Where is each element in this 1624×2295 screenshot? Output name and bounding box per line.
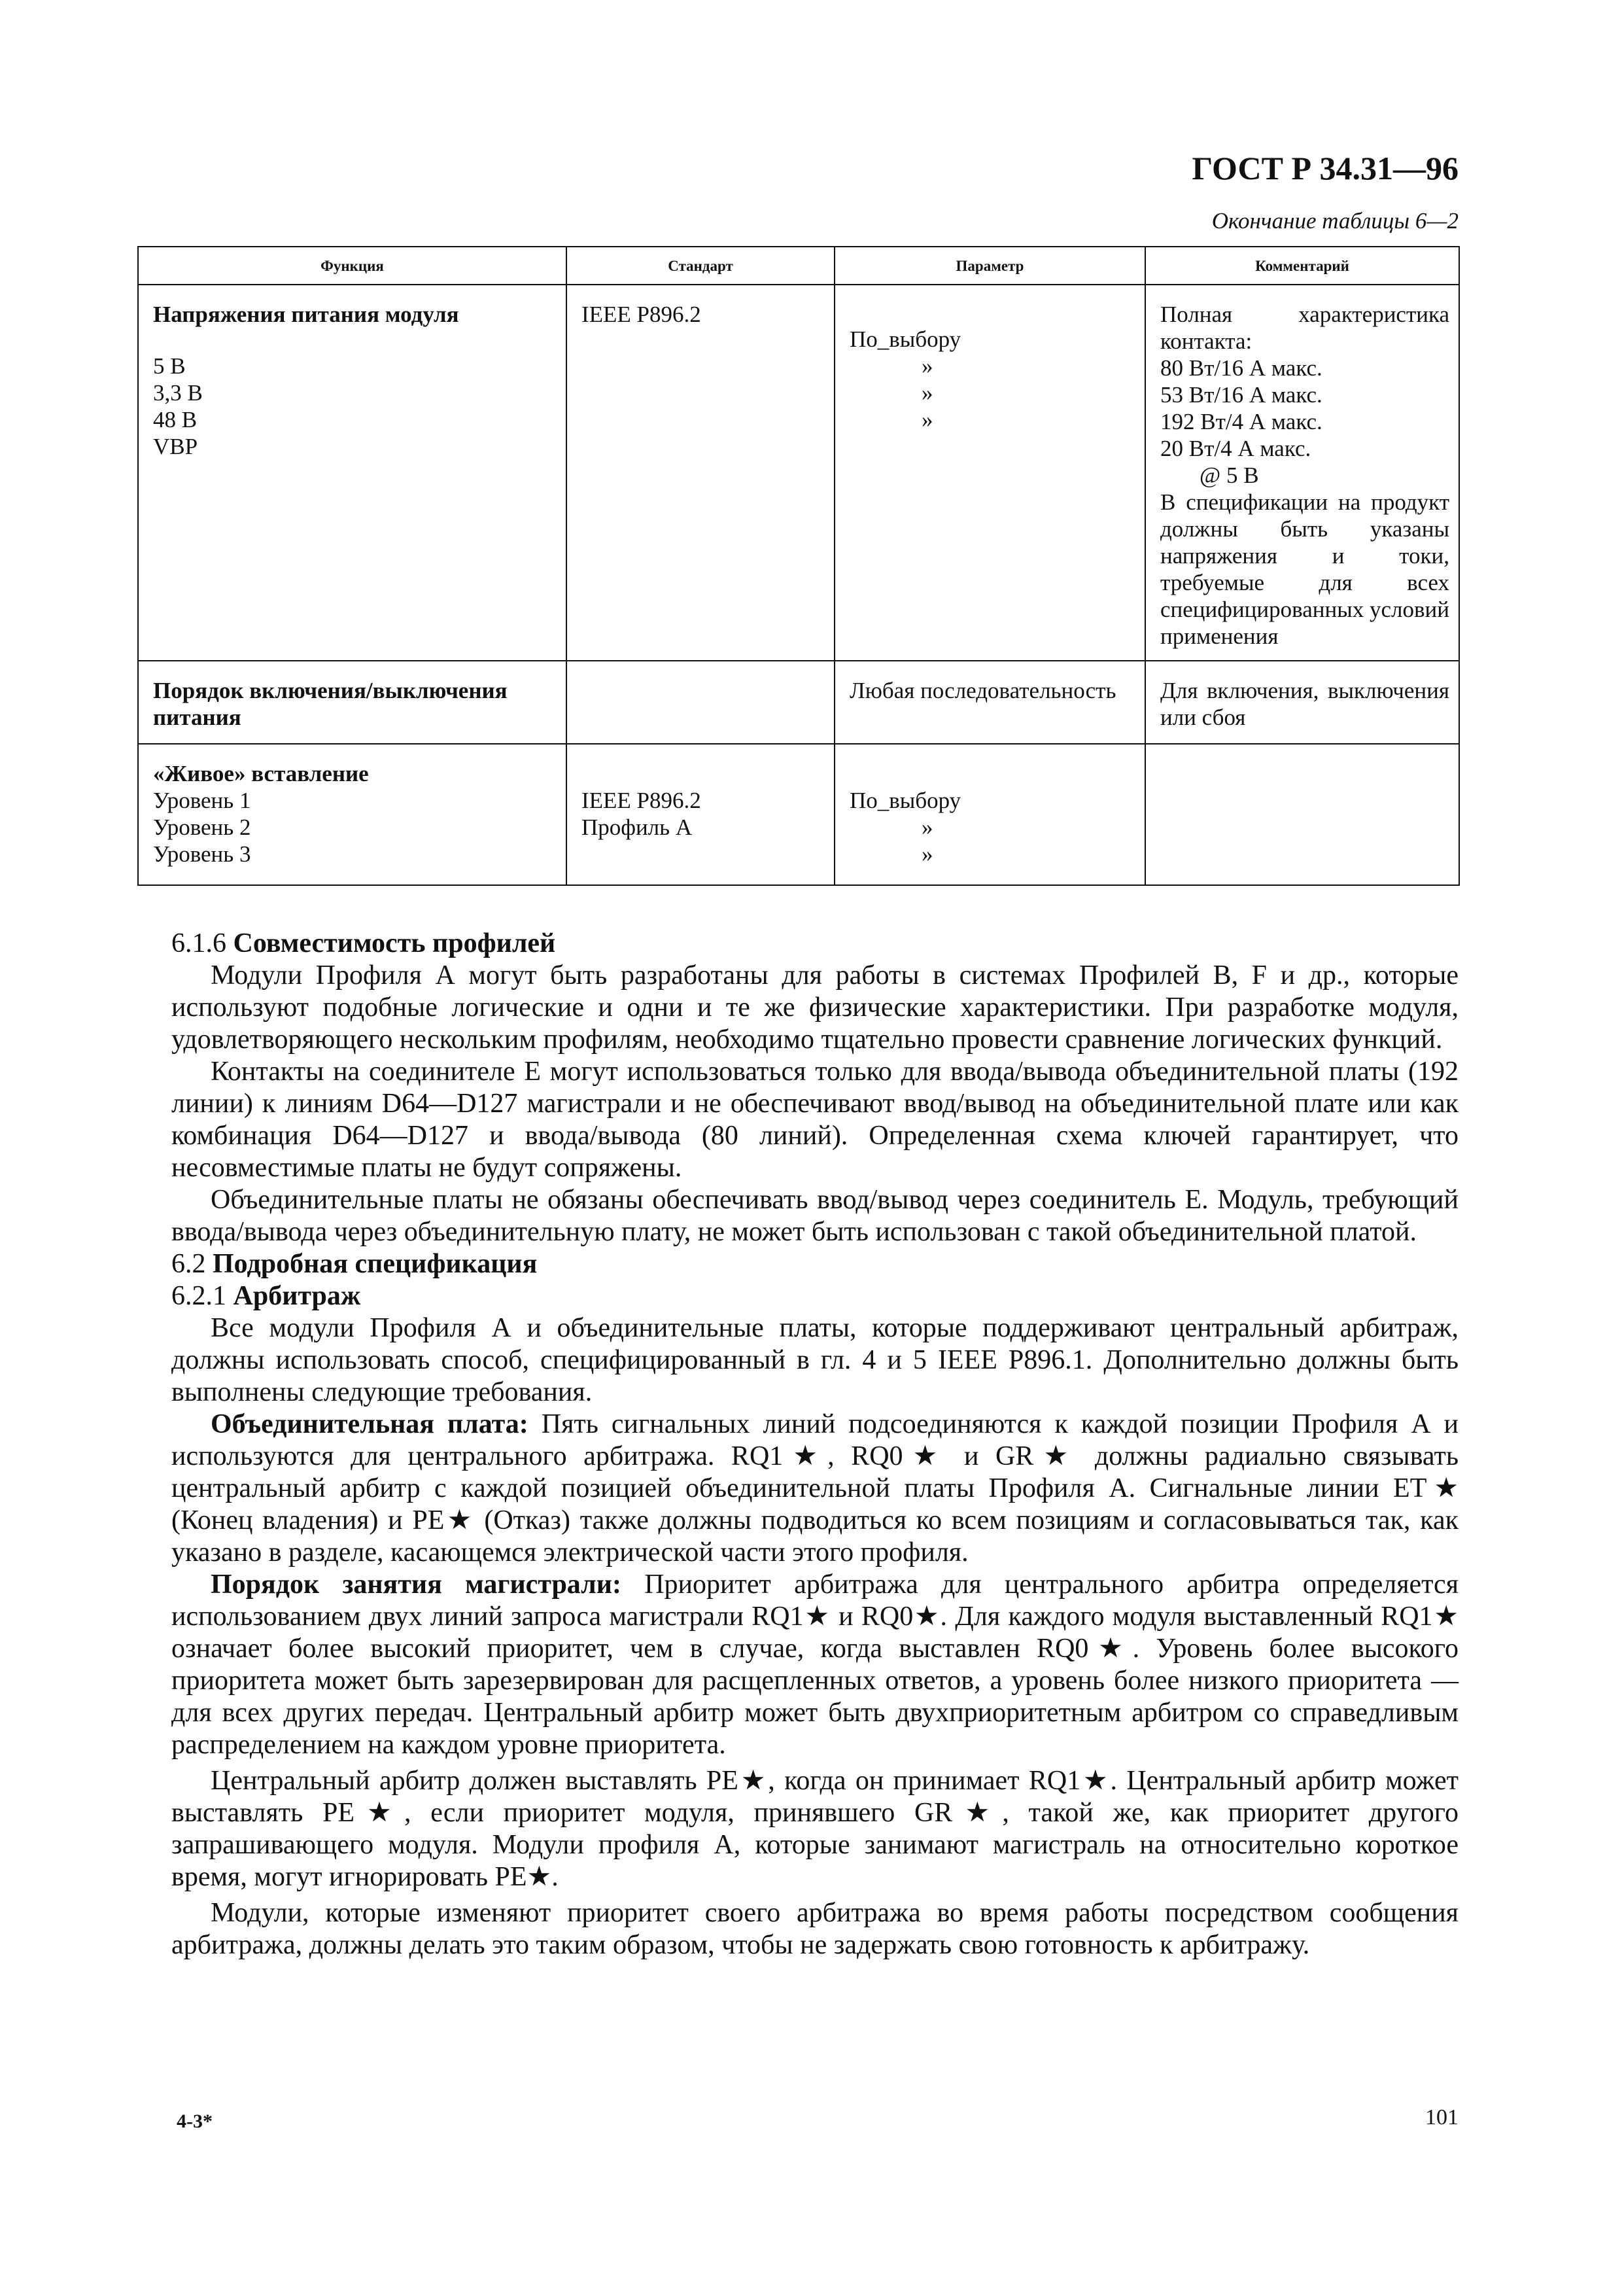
paragraph-lead: Объединительная плата: <box>211 1409 528 1439</box>
section-heading-6-2-1 <box>171 1280 1459 1312</box>
comment-text: @ 5 В <box>1200 463 1259 488</box>
table-row <box>138 661 1459 744</box>
standard-value: IEEE P896.2 <box>581 788 701 813</box>
column-header-function: Функция <box>138 247 566 285</box>
standard-cell <box>566 285 835 661</box>
body-text <box>171 928 1459 1961</box>
parameter-value: По_выбору <box>850 788 961 813</box>
function-item: Уровень 2 <box>153 815 251 840</box>
paragraph: Объединительные платы не обязаны обеспечивать ввод/вывод через соединитель Е. Модуль, требующий ввода/вывода через объединительную плату, не может быть использован с такой объединительной платой. <box>171 1185 1459 1247</box>
parameter-cell <box>835 661 1145 744</box>
table-row <box>138 285 1459 661</box>
ditto-mark: » <box>922 353 933 379</box>
comment-text: 80 Вт/16 А макс. <box>1160 355 1322 381</box>
comment-text: В спецификации на продукт должны быть указаны напряжения и токи, требуемые для всех специфицированных условий применения <box>1160 489 1449 649</box>
document-code: ГОСТ Р 34.31—96 <box>1192 150 1459 186</box>
parameter-value: Любая последовательность <box>850 678 1116 703</box>
paragraph: Центральный арбитр должен выставлять PE★, когда он принимает RQ1★. Центральный арбитр может выставлять PE★, если приоритет модуля, принявшего GR★, такой же, как приоритет другого запрашивающего модуля. Модули профиля А, которые занимают магистраль на относительно короткое время, могут игнорировать PE★. <box>171 1766 1459 1892</box>
column-header-comment: Комментарий <box>1145 247 1459 285</box>
paragraph <box>171 1569 1459 1761</box>
parameter-value: По_выбору <box>850 326 961 352</box>
table-header-row <box>138 247 1459 285</box>
paragraph: Модули, которые изменяют приоритет своего арбитража во время работы посредством сообщения арбитража, должны делать это таким образом, чтобы не задержать свою готовность к арбитражу. <box>171 1898 1459 1960</box>
comment-text: 192 Вт/4 А макс. <box>1160 409 1322 434</box>
paragraph: Модули Профиля А могут быть разработаны для работы в системах Профилей В, F и др., которые используют подобные логические и одни и те же физические характеристики. При разработке модуля, удовлетворяющего нескольким профилям, необходимо тщательно провести сравнение логических функций. <box>171 960 1459 1055</box>
section-heading-6-1-6 <box>171 928 1459 960</box>
ditto-mark: » <box>922 815 933 840</box>
paragraph <box>171 1409 1459 1569</box>
column-header-parameter: Параметр <box>835 247 1145 285</box>
comment-cell <box>1145 661 1459 744</box>
standard-value: IEEE P896.2 <box>581 302 701 327</box>
function-cell <box>138 661 566 744</box>
section-title: Арбитраж <box>233 1281 361 1311</box>
standard-cell <box>566 661 835 744</box>
function-cell <box>138 744 566 885</box>
paragraph-text: Пять сигнальных линий подсоединяются к каждой позиции Профиля А и используются для центрального арбитража. RQ1★, RQ0★ и GR★ должны радиально связывать центральный арбитр с каждой позицией объединительной платы Профиля А. Сигнальные линии ET★ (Конец владения) и PE★ (Отказ) также должны подводиться ко всем позициям и согласовываться так, как указано в разделе, касающемся электрической части этого профиля. <box>171 1409 1459 1568</box>
function-title: «Живое» вставление <box>153 761 369 786</box>
comment-text: 20 Вт/4 А макс. <box>1160 436 1311 461</box>
comment-text: Полная характеристика контакта: <box>1160 302 1449 354</box>
function-item: Уровень 3 <box>153 841 251 867</box>
footer-signature-mark: 4-3* <box>177 2111 213 2132</box>
paragraph-lead: Порядок занятия магистрали: <box>211 1569 621 1600</box>
column-header-standard: Стандарт <box>566 247 835 285</box>
table-row <box>138 744 1459 885</box>
parameter-cell <box>835 744 1145 885</box>
ditto-mark: » <box>922 841 933 867</box>
specification-table <box>137 246 1460 886</box>
section-number: 6.2 <box>171 1249 206 1279</box>
section-number: 6.2.1 <box>171 1281 226 1311</box>
section-heading-6-2 <box>171 1248 1459 1280</box>
parameter-cell <box>835 285 1145 661</box>
comment-text: Для включения, выключения или сбоя <box>1160 678 1449 730</box>
function-item: 5 В <box>153 353 186 379</box>
section-number: 6.1.6 <box>171 928 226 958</box>
section-title: Подробная спецификация <box>213 1249 538 1279</box>
function-cell <box>138 285 566 661</box>
table-caption: Окончание таблицы 6—2 <box>1211 208 1459 234</box>
function-item: 48 В <box>153 407 198 432</box>
function-item: 3,3 В <box>153 380 203 406</box>
standard-value: Профиль А <box>581 815 693 840</box>
page-number: 101 <box>1425 2105 1459 2129</box>
comment-cell <box>1145 744 1459 885</box>
standard-cell <box>566 744 835 885</box>
function-title: Напряжения питания модуля <box>153 302 459 327</box>
comment-text: 53 Вт/16 А макс. <box>1160 382 1322 408</box>
ditto-mark: » <box>922 407 933 432</box>
comment-cell <box>1145 285 1459 661</box>
paragraph: Контакты на соединителе Е могут использоваться только для ввода/вывода объединительной платы (192 линии) к линиям D64—D127 магистрали и не обеспечивают ввод/вывод на объединительной плате или как комбинация D64—D127 и ввода/вывода (80 линий). Определенная схема ключей гарантирует, что несовместимые платы не будут сопряжены. <box>171 1057 1459 1183</box>
function-item: VBP <box>153 434 198 459</box>
paragraph: Все модули Профиля А и объединительные платы, которые поддерживают центральный арбитраж, должны использовать способ, специфицированный в гл. 4 и 5 IEEE P896.1. Дополнительно должны быть выполнены следующие требования. <box>171 1313 1459 1407</box>
paragraph-text: Приоритет арбитража для центрального арбитра определяется использованием двух линий запроса магистрали RQ1★ и RQ0★. Для каждого модуля выставленный RQ1★ означает более высокий приоритет, чем в случае, когда выставлен RQ0★. Уровень более высокого приоритета может быть зарезервирован для расщепленных ответов, а уровень более низкого приоритета — для всех других передач. Центральный арбитр может быть двухприоритетным арбитром со справедливым распределением на каждом уровне приоритета. <box>171 1569 1459 1760</box>
function-title: Порядок включения/выключения питания <box>153 678 508 730</box>
function-item: Уровень 1 <box>153 788 251 813</box>
section-title: Совместимость профилей <box>233 928 556 958</box>
ditto-mark: » <box>922 380 933 406</box>
